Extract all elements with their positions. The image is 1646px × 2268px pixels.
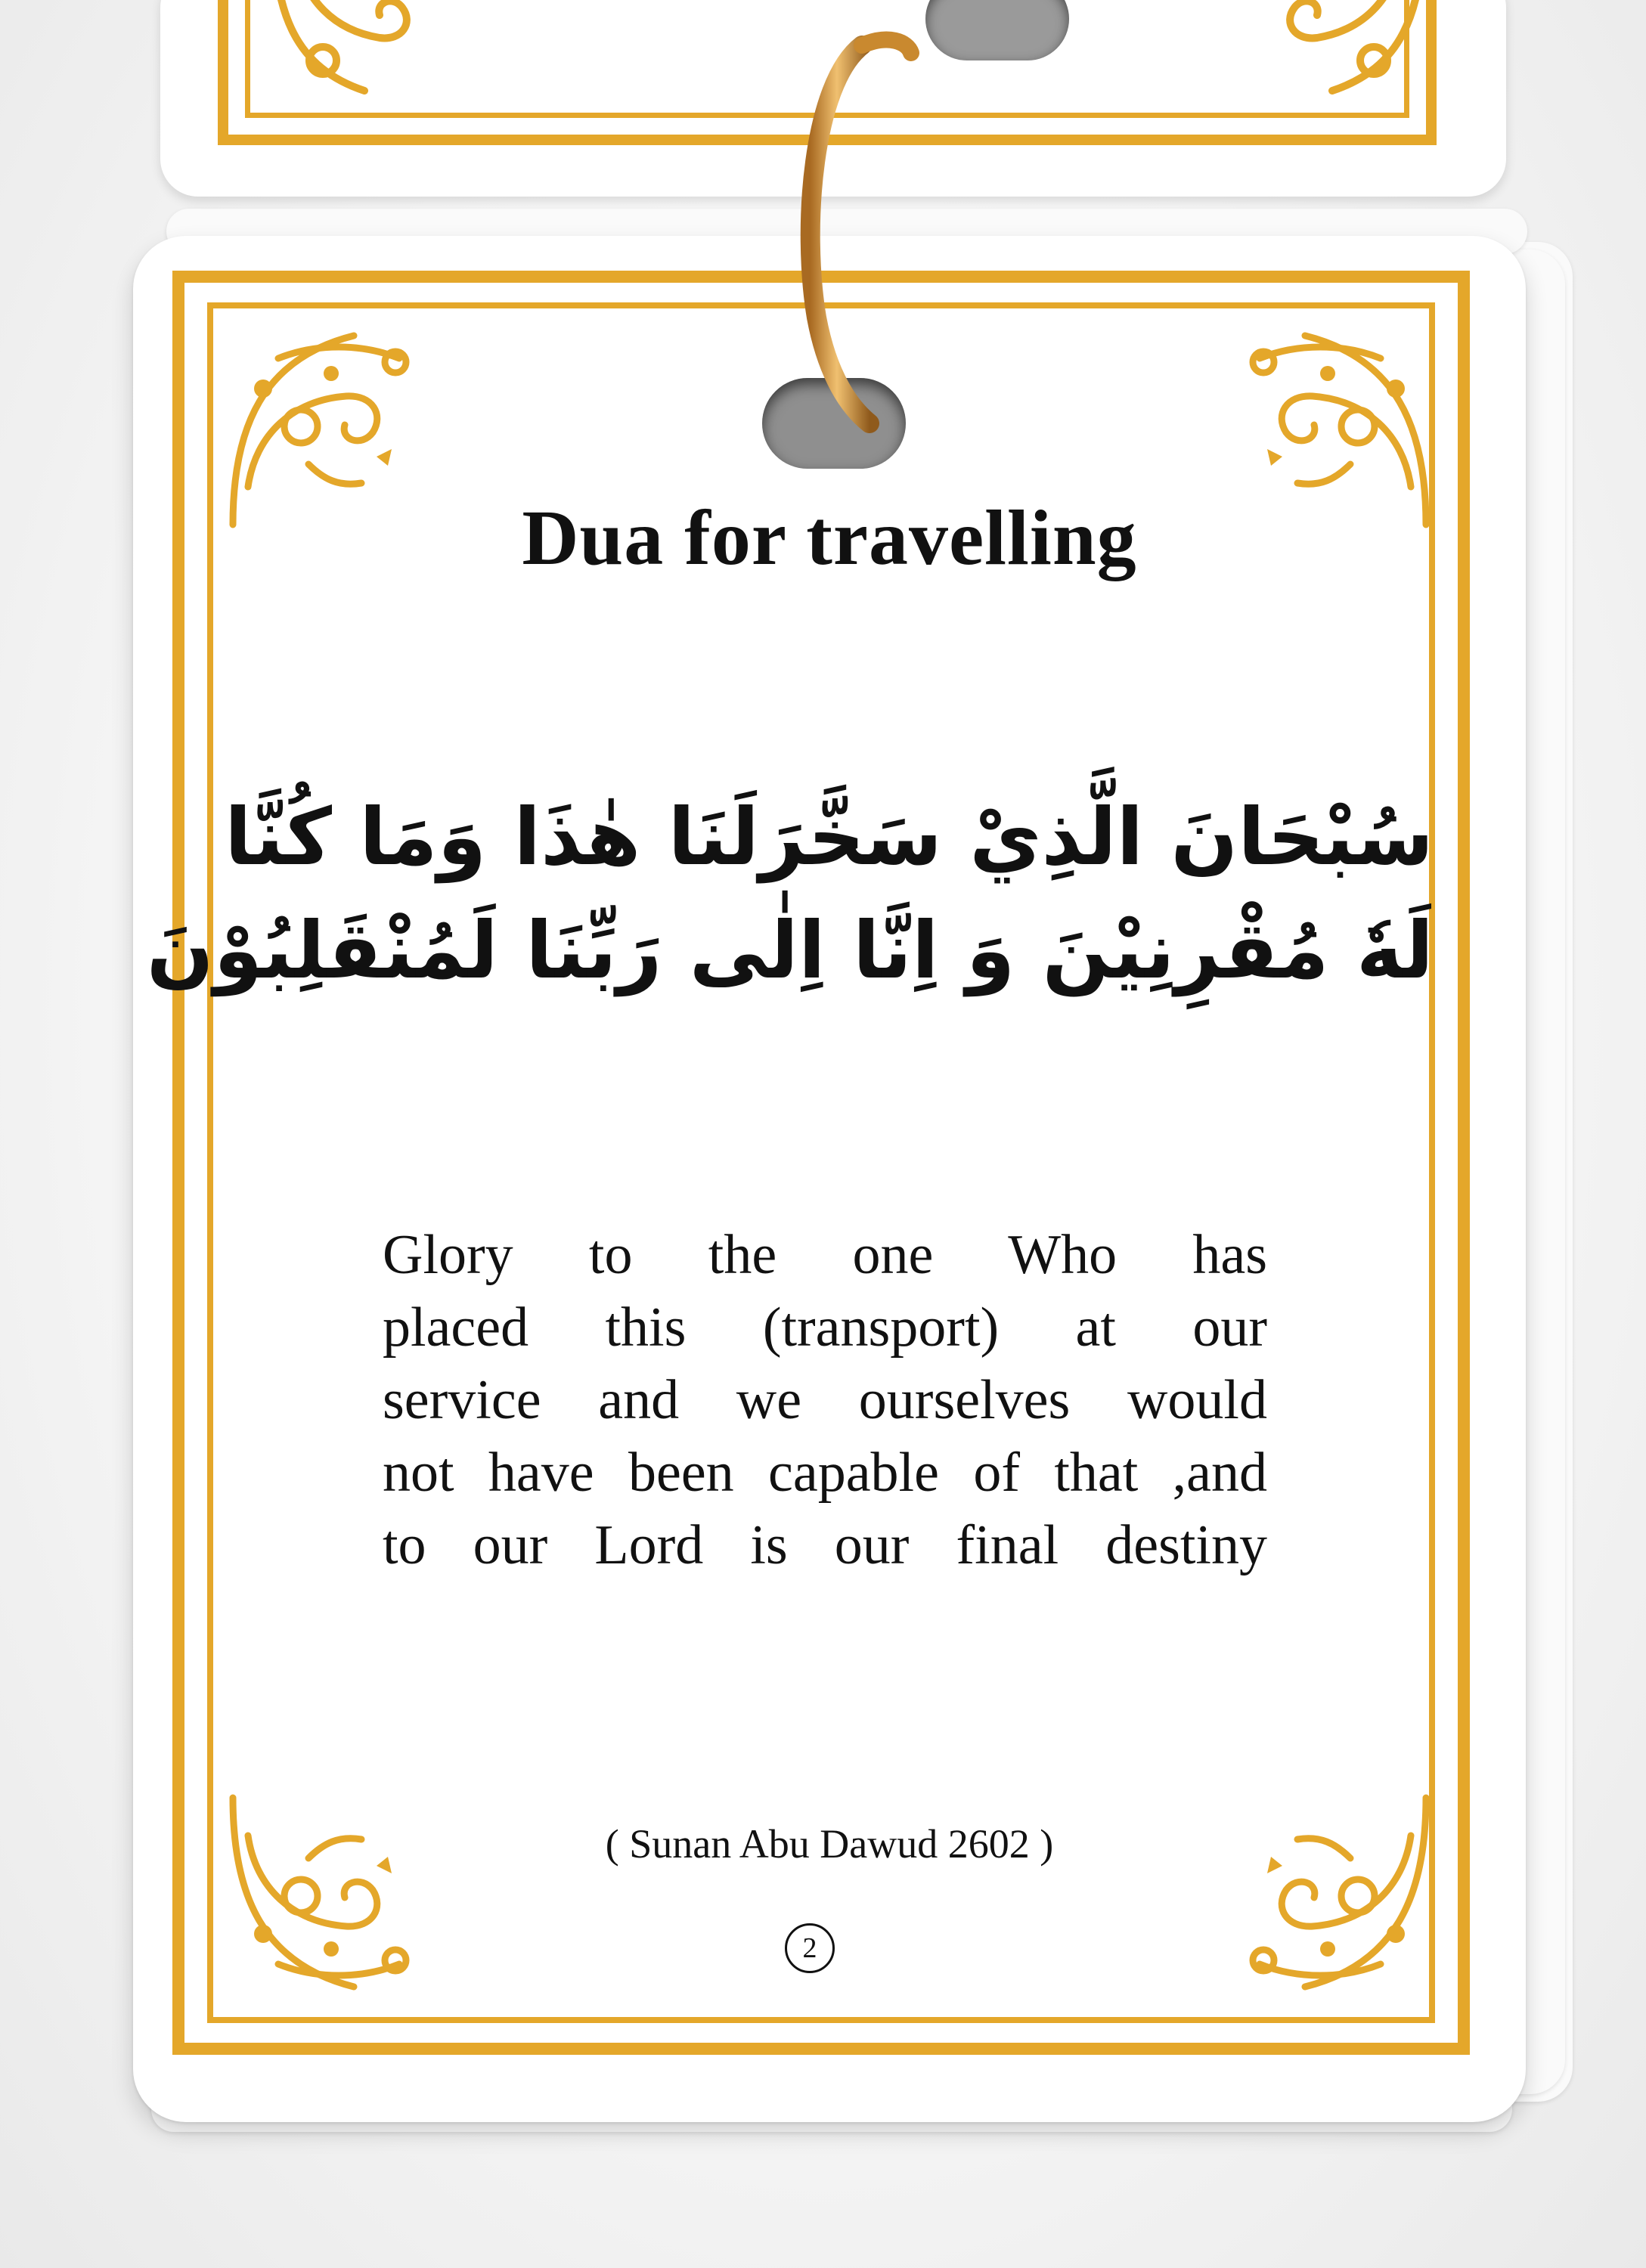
translation-line: not have been capable of that ,and <box>383 1442 1267 1504</box>
arabic-line: سُبْحَانَ الَّذِيْ سَخَّرَلَنَا هٰذَا وَمَا كُنَّا <box>225 791 1434 883</box>
card-title: Dua for travelling <box>522 494 1137 581</box>
ornament-icon <box>1219 0 1446 129</box>
dua-card <box>133 236 1526 2122</box>
hadith-source: ( Sunan Abu Dawud 2602 ) <box>605 1821 1054 1867</box>
previous-card-punch-hole <box>925 0 1069 60</box>
corner-ornament-icon <box>1214 1783 1441 2009</box>
translation-line: to our Lord is our final destiny <box>383 1514 1267 1576</box>
translation-line: placed this (transport) at our <box>383 1297 1267 1359</box>
english-translation <box>383 1219 1267 1582</box>
translation-line: Glory to the one Who has <box>383 1224 1267 1286</box>
page-number-badge: 2 <box>785 1923 835 1973</box>
corner-ornament-icon <box>218 1783 445 2009</box>
translation-line: service and we ourselves would <box>383 1369 1267 1431</box>
card-punch-hole <box>762 378 906 469</box>
previous-card[interactable] <box>160 0 1506 197</box>
arabic-line: لَهٗ مُقْرِنِيْنَ وَ اِنَّا اِلٰى رَبِّنَا لَمُنْقَلِبُوْنَ <box>146 904 1434 996</box>
arabic-dua-text <box>146 780 1434 1007</box>
ornament-icon <box>251 0 478 129</box>
